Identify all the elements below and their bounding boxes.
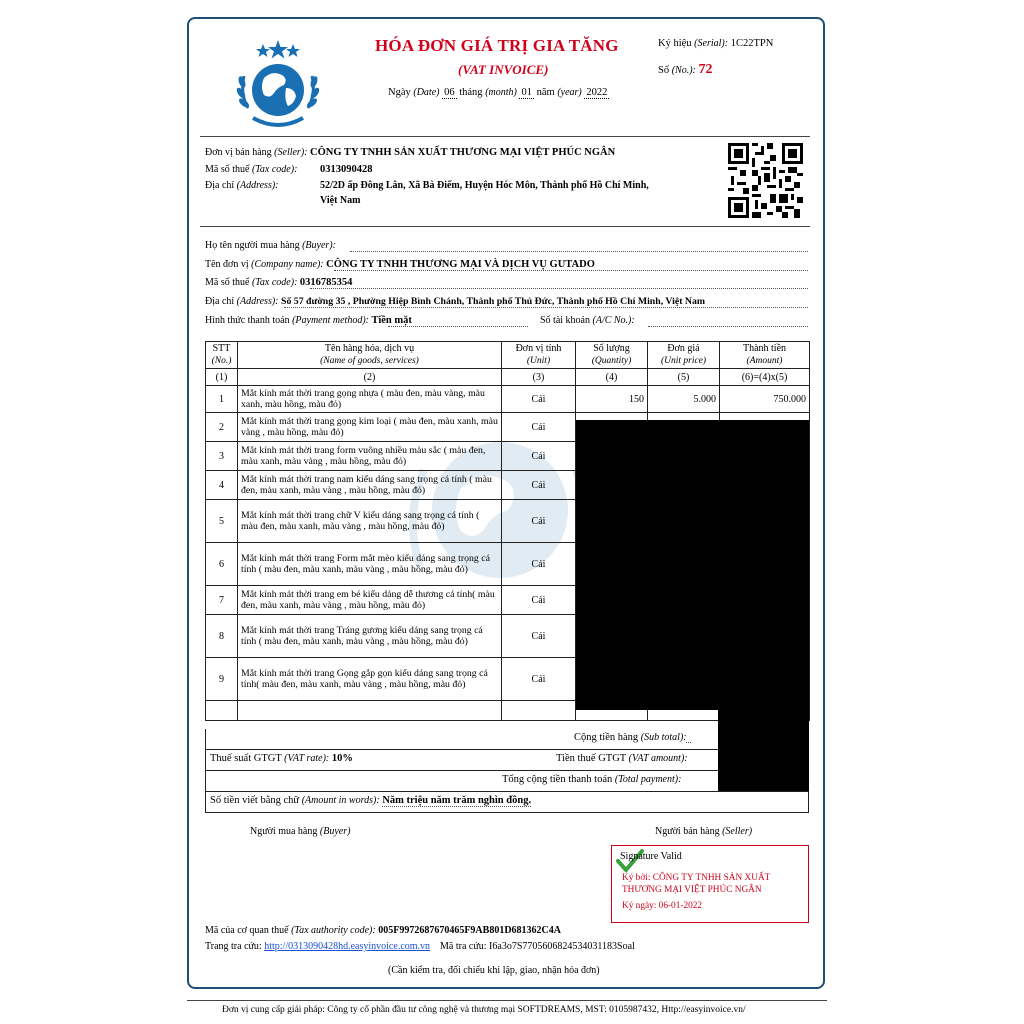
header-unit: Đơn vị tính (Unit)	[502, 342, 576, 369]
seller-address-line2: Việt Nam	[320, 195, 361, 206]
row-item-name: Mắt kính mát thời trang nam kiểu dáng sang trọng cá tính ( màu đen, màu xanh, màu vàng , màu hồng, màu đỏ)	[238, 471, 502, 500]
row-unit: Cái	[502, 658, 576, 701]
row-unit: Cái	[502, 500, 576, 543]
serial-value: 1C22TPN	[730, 38, 774, 49]
footer-note: (Cần kiểm tra, đối chiếu khi lập, giao, nhận hóa đơn)	[388, 965, 600, 976]
seller-name: CÔNG TY TNHH SẢN XUẤT THƯƠNG MẠI VIỆT PHÚC NGÂN	[310, 147, 616, 158]
row-number: 7	[206, 586, 238, 615]
row-number: 4	[206, 471, 238, 500]
row-item-name: Mắt kính mát thời trang Tráng gương kiểu dáng sang trọng cá tính ( màu đen, màu xanh, màu vàng , màu hồng, màu đỏ)	[238, 615, 502, 658]
divider	[200, 136, 810, 137]
subtotal-row: Cộng tiền hàng (Sub total):	[205, 729, 809, 750]
row-item-name: Mắt kính mát thời trang Gọng gắp gọn kiểu dáng sang trọng cá tính( màu đen, màu xanh, màu vàng , màu hồng, màu đỏ)	[238, 658, 502, 701]
buyer-company: CÔNG TY TNHH THƯƠNG MẠI VÀ DỊCH VỤ GUTADO	[326, 259, 595, 270]
row-item-name: Mắt kính mát thời trang gọng nhựa ( màu đen, màu vàng, màu xanh, màu hồng, màu đỏ)	[238, 386, 502, 413]
row-unit: Cái	[502, 471, 576, 500]
lookup-link[interactable]: http://0313090428hd.easyinvoice.com.vn	[264, 941, 431, 952]
provider-text: Đơn vị cung cấp giải pháp: Công ty cổ phần đầu tư công nghệ và thương mại SOFTDREAMS, MST: 0105987432, Http://easyinvoice.vn/	[222, 1005, 746, 1015]
row-number: 1	[206, 386, 238, 413]
date-month: 01	[521, 87, 532, 98]
table-row	[206, 386, 810, 413]
date-year: 2022	[586, 87, 608, 98]
row-item-name: Mắt kính mát thời trang form vuông nhiều màu sắc ( màu đen, màu xanh, màu vàng , màu hồng, màu đỏ)	[238, 442, 502, 471]
row-quantity: 150	[576, 386, 648, 413]
digital-signature-box	[611, 845, 809, 923]
invoice-number: 72	[698, 62, 713, 77]
amount-words-row: Số tiền viết bằng chữ (Amount in words): Năm triệu năm trăm nghìn đồng.	[205, 792, 809, 813]
invoice-number-info: Số (No.): 72	[658, 62, 713, 77]
row-unit: Cái	[502, 413, 576, 442]
row-unit: Cái	[502, 615, 576, 658]
authority-code: 005F9972687670465F9AB801D681362C4A	[378, 925, 561, 936]
divider	[200, 226, 810, 227]
row-amount: 750.000	[720, 386, 810, 413]
redaction-block	[576, 420, 809, 710]
row-unit: Cái	[502, 543, 576, 586]
row-item-name: Mắt kính mát thời trang em bé kiểu dáng dễ thương cá tính( màu đen, màu xanh, màu vàng , màu hồng, màu đỏ)	[238, 586, 502, 615]
table-index-row: (1) (2) (3) (4) (5) (6)=(4)x(5)	[206, 369, 810, 386]
seller-signature-label: Người bán hàng (Seller)	[655, 826, 753, 837]
row-number: 9	[206, 658, 238, 701]
row-unit: Cái	[502, 586, 576, 615]
buyer-address: Số 57 đường 35 , Phường Hiệp Bình Chánh, Thành phố Thủ Đức, Thành phố Hồ Chí Minh, Việt Nam	[281, 296, 706, 307]
payment-row: Hình thức thanh toán (Payment method): Tiền mặt	[205, 315, 412, 326]
row-unit-price: 5.000	[648, 386, 720, 413]
serial-info: Ký hiệu (Serial): 1C22TPN	[658, 38, 774, 49]
qr-code-icon	[728, 143, 803, 218]
lookup-code: I6a3o7S7705606824534031183Soal	[489, 941, 635, 952]
buyer-signature-label: Người mua hàng (Buyer)	[250, 826, 351, 837]
buyer-tax-code: 0316785354	[299, 277, 353, 288]
seller-addr-label: Địa chỉ (Address):	[205, 180, 279, 191]
seller-address-line1: 52/2D ấp Đông Lân, Xã Bà Điểm, Huyện Hóc Môn, Thành phố Hồ Chí Minh,	[320, 180, 649, 191]
table-header-row	[206, 342, 810, 369]
row-unit: Cái	[502, 442, 576, 471]
invoice-subtitle: (VAT INVOICE)	[458, 62, 549, 77]
row-number: 6	[206, 543, 238, 586]
row-number: 5	[206, 500, 238, 543]
row-unit: Cái	[502, 386, 576, 413]
header-no: STT (No.)	[206, 342, 238, 369]
buyer-address-row: Địa chỉ (Address): Số 57 đường 35 , Phường Hiệp Bình Chánh, Thành phố Thủ Đức, Thành phố Hồ Chí Minh, Việt Nam	[205, 296, 706, 307]
row-item-name: Mắt kính mát thời trang chữ V kiểu dáng sang trọng cá tính ( màu đen, màu xanh, màu vàng , màu hồng, màu đỏ)	[238, 500, 502, 543]
header-name: Tên hàng hóa, dịch vụ (Name of goods, services)	[238, 342, 502, 369]
buyer-name-row: Họ tên người mua hàng (Buyer):	[205, 240, 336, 251]
row-number: 2	[206, 413, 238, 442]
row-item-name: Mắt kính mát thời trang Form mắt mèo kiểu dáng sang trọng cá tính ( màu đen, màu xanh, màu vàng , màu hồng, màu đỏ)	[238, 543, 502, 586]
signed-by: Ký bởi: CÔNG TY TNHH SẢN XUẤT THƯƠNG MẠI VIỆT PHÚC NGÂN	[622, 873, 771, 895]
header-qty: Số lượng (Quantity)	[576, 342, 648, 369]
redaction-block	[718, 709, 809, 791]
row-number: 8	[206, 615, 238, 658]
payment-method: Tiền mặt	[371, 315, 412, 326]
date-day: 06	[444, 87, 455, 98]
invoice-title: HÓA ĐƠN GIÁ TRỊ GIA TĂNG	[375, 36, 619, 55]
account-row: Số tài khoản (A/C No.):	[540, 315, 635, 326]
globe-laurel-logo-icon	[228, 38, 328, 134]
seller-name-row: Đơn vị bán hàng (Seller): CÔNG TY TNHH SẢN XUẤT THƯƠNG MẠI VIỆT PHÚC NGÂN	[205, 147, 616, 158]
lookup-row: Trang tra cứu: http://0313090428hd.easyinvoice.com.vn Mã tra cứu: I6a3o7S7705606824534031183Soal	[205, 941, 635, 952]
total-row: Tổng cộng tiền thanh toán (Total payment):	[205, 771, 809, 792]
vat-rate: 10%	[331, 753, 353, 764]
buyer-tax-row: Mã số thuế (Tax code): 0316785354	[205, 277, 353, 288]
signature-valid-text: Signature Valid	[620, 851, 682, 862]
footer-divider	[187, 1000, 827, 1001]
row-number: 3	[206, 442, 238, 471]
buyer-company-row: Tên đơn vị (Company name): CÔNG TY TNHH THƯƠNG MẠI VÀ DỊCH VỤ GUTADO	[205, 259, 595, 270]
row-item-name: Mắt kính mát thời trang gọng kim loại ( màu đen, màu xanh, màu vàng , màu hồng, màu đỏ)	[238, 413, 502, 442]
authority-code-row: Mã của cơ quan thuế (Tax authority code): 005F9972687670465F9AB801D681362C4A	[205, 925, 561, 936]
amount-in-words: Năm triệu năm trăm nghìn đồng.	[382, 795, 532, 806]
header-price: Đơn giá (Unit price)	[648, 342, 720, 369]
header-amount: Thành tiền (Amount)	[720, 342, 810, 369]
seller-tax-row: Mã số thuế (Tax code):	[205, 164, 298, 175]
vat-row: Thuế suất GTGT (VAT rate): 10% Tiền thuế GTGT (VAT amount):	[205, 750, 809, 771]
seller-tax-code: 0313090428	[320, 164, 373, 175]
signed-date: Ký ngày: 06-01-2022	[622, 901, 703, 911]
invoice-date: Ngày (Date) 06 tháng (month) 01 năm (year) 2022	[388, 87, 608, 98]
